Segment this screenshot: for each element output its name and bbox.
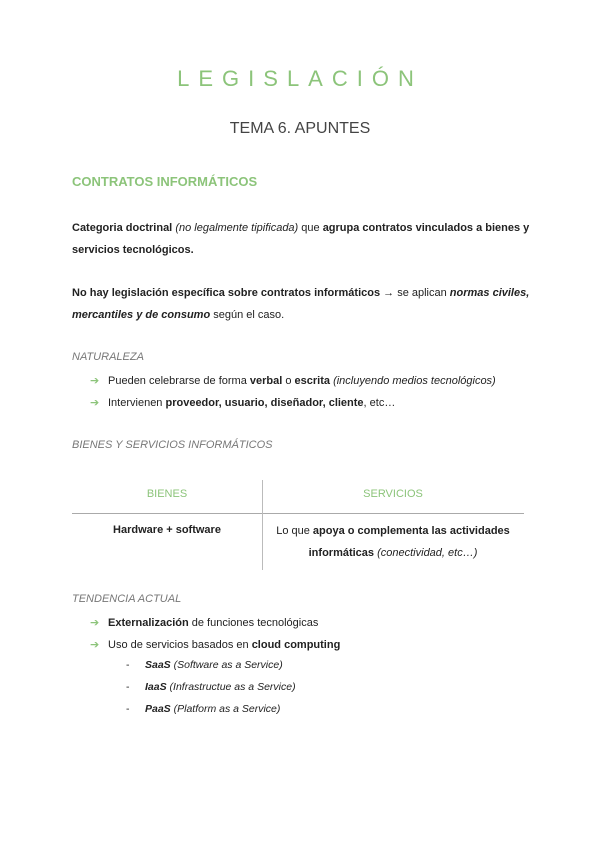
text-italic: (Software as a Service) [170,659,283,671]
tendencia-list [90,612,550,656]
bienes-servicios-table [72,480,524,570]
text-regular: , etc… [363,397,396,409]
list-item-paas [126,698,296,720]
subheading-tendencia: TENDENCIA ACTUAL [72,593,182,605]
arrow-right-icon: ➔ [90,639,100,651]
table-divider-horizontal [72,513,524,514]
naturaleza-list [90,370,550,414]
text-bold: proveedor, usuario, diseñador, cliente [165,397,364,409]
text-italic: (conectividad, etc…) [377,547,478,559]
text-regular: Uso de servicios basados en [108,639,252,651]
text-bold-italic: normas civiles, mercantiles y de consumo [72,287,530,321]
paragraph-definition [72,217,532,261]
text-regular: según el caso. [210,309,285,321]
arrow-right-icon: ➔ [90,617,100,629]
text-bold: apoya o complementa las actividades informáticas [308,525,510,559]
text-regular: → se aplican [380,287,450,299]
list-item-iaas [126,676,296,698]
text-italic: (Infrastructue as a Service) [166,681,296,693]
text-bold: Externalización [108,617,189,629]
section-heading: CONTRATOS INFORMÁTICOS [72,174,258,189]
text-bold: agrupa contratos vinculados a bienes y servicios tecnológicos. [72,222,530,256]
list-item [90,370,550,392]
text-bold-italic: SaaS [145,659,171,671]
list-item [90,634,550,656]
text-bold: verbal [249,375,283,387]
text-regular: Lo que [276,525,313,537]
table-cell-bienes: Hardware + software [113,524,221,536]
arrow-right-icon: ➔ [90,375,100,387]
text-bold: No hay legislación específica sobre contratos informáticos [72,287,381,299]
text-bold: escrita [294,375,331,387]
table-header-servicios: SERVICIOS [363,488,423,500]
text-bold-italic: PaaS [145,703,171,715]
dash-bullet: - [126,681,130,693]
list-item [90,612,550,634]
dash-bullet: - [126,659,130,671]
text-regular: de funciones tecnológicas [188,617,319,629]
text-bold: cloud computing [251,639,341,651]
text-bold-italic: IaaS [145,681,167,693]
list-item-saas [126,654,296,676]
text-regular: Intervienen [108,397,166,409]
page-title: LEGISLACIÓN [177,66,423,91]
dash-bullet: - [126,703,130,715]
table-cell-servicios [262,520,524,564]
arrow-right-icon: ➔ [90,397,100,409]
text-bold: Categoria doctrinal [72,222,173,234]
subheading-naturaleza: NATURALEZA [72,351,144,363]
text-italic: (Platform as a Service) [170,703,281,715]
text-italic: (no legalmente tipificada) [175,222,299,234]
list-item [90,392,550,414]
cloud-services-list [126,654,296,720]
paragraph-legislation [72,282,532,326]
text-regular: o [282,375,295,387]
subheading-bienes: BIENES Y SERVICIOS INFORMÁTICOS [72,439,273,451]
page-subtitle: TEMA 6. APUNTES [229,120,371,137]
text-regular: Pueden celebrarse de forma [108,375,250,387]
text-italic: (incluyendo medios tecnológicos) [333,375,496,387]
text-regular: que [298,222,323,234]
table-header-bienes: BIENES [146,488,188,500]
